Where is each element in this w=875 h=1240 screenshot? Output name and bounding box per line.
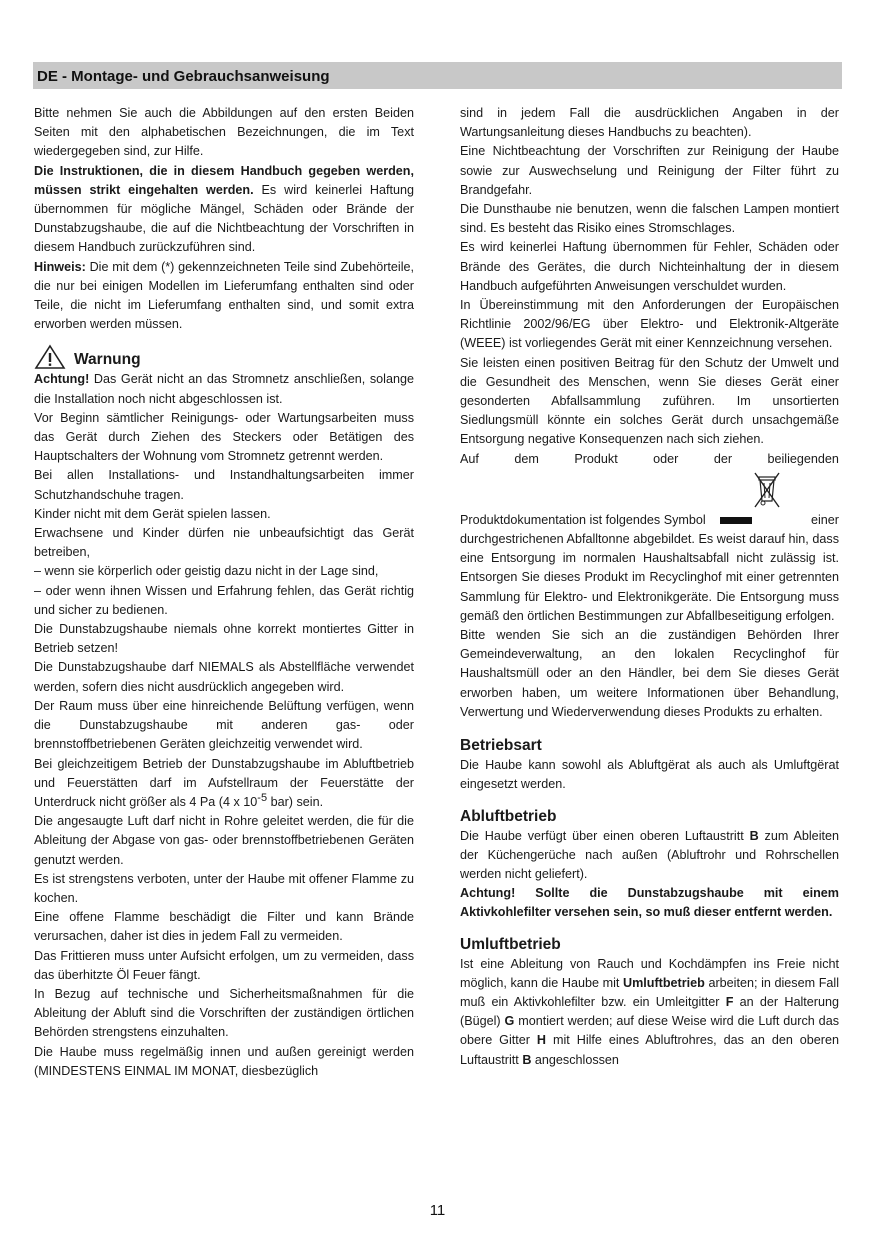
umluft-heading: Umluftbetrieb [460, 935, 561, 953]
warning-item: Vor Beginn sämtlicher Reinigungs- oder Wartungsarbeiten muss das Gerät durch Ziehen des Steckers oder Betätigen des Hauptschalters der Wohnung vom Stromnetz getrennt werden. [34, 410, 414, 464]
warning-item: Die angesaugte Luft darf nicht in Rohre geleitet werden, die für die Ableitung der Abgase von gas- oder brennstoffbetriebenen Geräten genutzt werden. [34, 814, 414, 867]
text-paragraph: durchgestrichenen Abfalltonne abgebildet. Es weist darauf hin, dass eine Entsorgung im normalen Haushaltsabfall nicht zulässig ist. Entsorgen Sie dieses Produkt im Recyclinghof mit einer getrennten Sammlung für Elektro- und Elektronikgeräte. Die Entsorgung muss gemäß den örtlichen Bestimmungen zur Abfallbeseitigung erfolgen. [460, 532, 839, 623]
betriebsart-heading: Betriebsart [460, 737, 542, 755]
crossed-bin-icon [752, 469, 782, 509]
warning-item: Der Raum muss über eine hinreichende Belüftung verfügen, wenn die Dunstabzugshaube mit anderen gas- oder brennstoffbetriebenen Geräten gleichzeitig verwendet wird. [34, 698, 414, 752]
warning-item: Es ist strengstens verboten, unter der Haube mit offener Flamme zu kochen. [34, 871, 414, 905]
warning-title: Warnung [74, 351, 141, 369]
warning-item: Eine offene Flamme beschädigt die Filter und kann Brände verursachen, daher ist dies in jedem Fall zu vermeiden. [34, 910, 414, 944]
warning-item: – wenn sie körperlich oder geistig dazu nicht in der Lage sind, [34, 564, 379, 579]
instructions-paragraph: Die Instruktionen, die in diesem Handbuch gegeben werden, müssen strikt eingehalten werden. Es wird keinerlei Haftung übernommen für mögliche Mängel, Schäden oder Brände der Dunstabzugshaube, die auf die Nichtbeachtung der Vorschriften in diesem Handbuch zurückzuführen sind. [34, 163, 414, 255]
warning-item: In Bezug auf technische und Sicherheitsmaßnahmen für die Ableitung der Abluft sind die Vorschriften der zuständigen örtlichen Behörden strengstens einzuhalten. [34, 986, 414, 1040]
intro-paragraph: Bitte nehmen Sie auch die Abbildungen auf den ersten Beiden Seiten mit den alphabetischen Bezeichnungen, die im Text wiedergegeben sind, zur Hilfe. [34, 106, 414, 159]
text-paragraph: Bitte wenden Sie sich an die zuständigen Behörden Ihrer Gemeindeverwaltung, an den lokalen Recyclinghof für Haushaltsmüll oder an den Händler, bei dem Sie dieses Gerät erworben haben, um weitere Informationen über Behandlung, Verwertung und Wiederverwendung dieses Produkts zu erhalten. [460, 628, 839, 719]
warning-item: Bei gleichzeitigem Betrieb der Dunstabzugshaube im Abluftbetrieb und Feuerstätten darf im Aufstellraum der Feuerstätte der Unterdruck nicht größer als 4 Pa (4 x $10^{-5}$ bar) sein. [34, 756, 414, 809]
text-paragraph: Die Dunsthaube nie benutzen, wenn die falschen Lampen montiert sind. Es besteht das Risiko eines Stromschlages. [460, 202, 839, 236]
text-paragraph: Es wird keinerlei Haftung übernommen für Fehler, Schäden oder Brände des Gerätes, die durch Nichteinhaltung der in diesem Handbuch aufgeführten Anweisungen verschuldet wurden. [460, 240, 839, 293]
warning-item: Die Dunstabzugshaube darf NIEMALS als Abstellfläche verwendet werden, sofern dies nicht ausdrücklich angegeben wird. [34, 660, 414, 694]
text-paragraph: In Übereinstimmung mit den Anforderungen der Europäischen Richtlinie 2002/96/EG über Elektro- und Elektronik-Altgeräte (WEEE) ist vorliegendes Gerät mit einer Kennzeichnung versehen. [460, 298, 839, 351]
warning-item: Kinder nicht mit dem Gerät spielen lassen. [34, 506, 271, 521]
text-paragraph: Eine Nichtbeachtung der Vorschriften zur Reinigung der Haube sowie zur Auswechselung und Reinigung der Filter führt zu Brandgefahr. [460, 144, 839, 197]
weee-line: Auf dem Produkt oder der beiliegenden [460, 451, 839, 466]
warning-item: Die Haube muss regelmäßig innen und außen gereinigt werden (MINDESTENS EINMAL IM MONAT, diesbezüglich [34, 1044, 414, 1078]
right-column [460, 104, 839, 1070]
warning-icon [34, 344, 66, 370]
text-paragraph: sind in jedem Fall die ausdrücklichen Angaben in der Wartungsanleitung dieses Handbuchs zu beachten). [460, 106, 839, 140]
warning-item: – oder wenn ihnen Wissen und Erfahrung fehlen, das Gerät richtig und sicher zu bedienen. [34, 583, 414, 617]
warning-item: Das Frittieren muss unter Aufsicht erfolgen, um zu vermeiden, dass das überhitzte Öl Feuer fängt. [34, 948, 414, 982]
text-paragraph: Sie leisten einen positiven Beitrag für den Schutz der Umwelt und die Gesundheit des Menschen, wenn Sie dieses Gerät einer gesonderten Abfallsammlung zuführen. Im unsortierten Siedlungsmüll könnte ein solches Gerät durch unsachgemäße Entsorgung negative Konsequenzen nach sich ziehen. [460, 355, 839, 447]
section-header [33, 62, 842, 89]
weee-symbol-line: Produktdokumentation ist folgendes Symbol einer [460, 512, 839, 527]
warning-item: Die Dunstabzugshaube niemals ohne korrekt montiertes Gitter in Betrieb setzen! [34, 622, 414, 656]
warning-heading [34, 344, 414, 370]
warning-item: Achtung! Das Gerät nicht an das Stromnetz anschließen, solange die Installation noch nicht abgeschlossen ist. [34, 372, 414, 406]
abluft-text: Die Haube verfügt über einen oberen Luftaustritt B zum Ableiten der Küchengerüche nach außen (Abluftrohr und Rohrschellen werden nicht geliefert). [460, 828, 839, 881]
weee-underline-bar [720, 517, 752, 524]
page-number: 11 [429, 1202, 446, 1219]
weee-symbol-area [460, 469, 839, 511]
left-column [34, 104, 414, 1081]
abluft-heading: Abluftbetrieb [460, 807, 557, 825]
note-paragraph: Hinweis: Die mit dem (*) gekennzeichneten Teile sind Zubehörteile, die nur bei einigen Modellen im Lieferumfang enthalten sind oder Teile, die nicht im Lieferumfang enthalten sind, und somit extra erworben werden müssen. [34, 259, 414, 332]
betriebsart-text: Die Haube kann sowohl als Abluftgërat als auch als Umluftgërat eingesetzt werden. [460, 758, 839, 792]
warning-item: Erwachsene und Kinder dürfen nie unbeaufsichtigt das Gerät betreiben, [34, 526, 414, 560]
section-title: DE - Montage- und Gebrauchsanweisung [37, 68, 330, 85]
warning-item: Bei allen Installations- und Instandhaltungsarbeiten immer Schutzhandschuhe tragen. [34, 468, 414, 502]
abluft-warning: Achtung! Sollte die Dunstabzugshaube mit einem Aktivkohlefilter versehen sein, so muß dieser entfernt werden. [460, 886, 839, 920]
umluft-text: Ist eine Ableitung von Rauch und Kochdämpfen ins Freie nicht möglich, kann die Haube mit Umluftbetrieb arbeiten; in diesem Fall muß ein Aktivkohlefilter bzw. ein Umleitgitter F an der Halterung (Bügel) G montiert werden; auf diese Weise wird die Luft durch das obere Gitter H mit Hilfe eines Abluftrohres, das an den oberen Luftaustritt B angeschlossen [460, 956, 840, 1067]
